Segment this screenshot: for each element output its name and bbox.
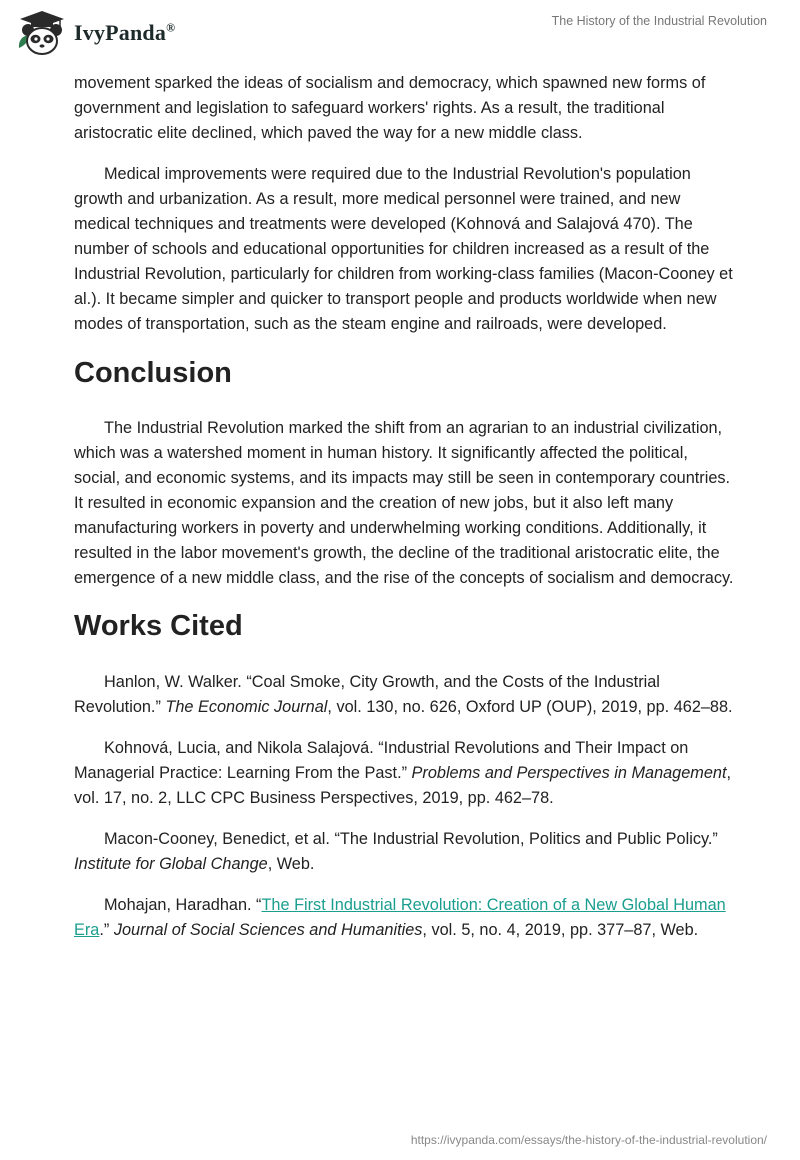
paragraph-medical: Medical improvements were required due to the Industrial Revolution's population growth and urbanization. As a result, more medical personnel were trained, and new medical techniques and treatments were developed (Kohnová and Salajová 470). The number of schools and educational opportunities for children increased as a result of the Industrial Revolution, particularly for children from working-class families (Macon-Cooney et al.). It became simpler and quicker to transport people and products worldwide when new modes of transportation, such as the steam engine and railroads, were developed.	[74, 165, 733, 333]
ivypanda-logo[interactable]	[16, 8, 175, 58]
footer-source-url: https://ivypanda.com/essays/the-history-of-the-industrial-revolution/	[410, 1133, 767, 1147]
page-header	[0, 0, 800, 70]
conclusion-paragraph: The Industrial Revolution marked the shift from an agrarian to an industrial civilization, which was a watershed moment in human history. It significantly affected the political, social, and economic systems, and its impacts may still be seen in contemporary countries. It resulted in economic expansion and the creation of new jobs, but it also left many manufacturing workers in poverty and underwhelming working conditions. Additionally, it resulted in the labor movement's growth, the decline of the traditional aristocratic elite, the emergence of a new middle class, and the rise of the concepts of socialism and democracy.	[74, 419, 734, 587]
essay-body	[74, 71, 734, 959]
citation-kohnova: Kohnová, Lucia, and Nikola Salajová. “Industrial Revolutions and Their Impact on Managerial Practice: Learning From the Past.” Problems and Perspectives in Management, vol. 17, no. 2, LLC CPC Business Perspectives, 2019, pp. 462–78.	[74, 739, 732, 807]
works-cited-heading: Works Cited	[74, 610, 243, 642]
paragraph-continued: movement sparked the ideas of socialism and democracy, which spawned new forms of government and legislation to safeguard workers' rights. As a result, the traditional aristocratic elite declined, which paved the way for a new middle class.	[74, 74, 706, 142]
citation-macon-cooney: Macon-Cooney, Benedict, et al. “The Industrial Revolution, Politics and Public Policy.” Institute for Global Change, Web.	[74, 830, 718, 873]
citation-mohajan: Mohajan, Haradhan. “The First Industrial Revolution: Creation of a New Global Human Era.” Journal of Social Sciences and Humanities, vol. 5, no. 4, 2019, pp. 377–87, Web.	[74, 896, 726, 939]
citation-hanlon: Hanlon, W. Walker. “Coal Smoke, City Growth, and the Costs of the Industrial Revolution.” The Economic Journal, vol. 130, no. 626, Oxford UP (OUP), 2019, pp. 462–88.	[74, 673, 733, 716]
document-title: The History of the Industrial Revolution	[551, 14, 767, 28]
citation-link[interactable]: The First Industrial Revolution: Creation of a New Global Human Era	[74, 896, 726, 939]
panda-icon	[16, 8, 68, 58]
conclusion-heading: Conclusion	[74, 357, 232, 389]
brand-name: IvyPanda®	[74, 20, 176, 45]
